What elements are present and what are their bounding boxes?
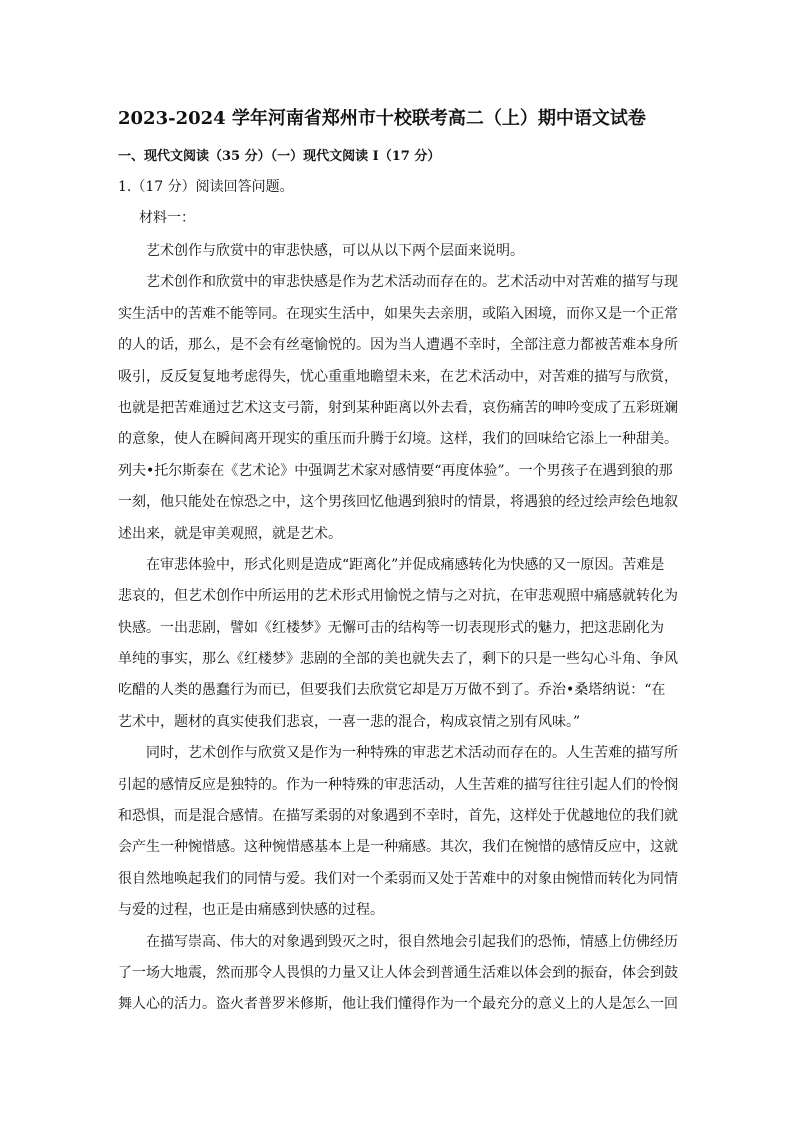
passage-body (118, 236, 680, 1021)
text-line: 在审悲体验中，形式化则是造成“距离化”并促成痛感转化为快感的又一原因。苦难是 (146, 556, 665, 573)
text-line: 与爱的过程，也正是由痛感到快感的过程。 (118, 902, 384, 919)
paragraph-5 (118, 927, 680, 1021)
text-line: 也就是把苦难通过艺术这支弓箭，射到某种距离以外去看，哀伤痛苦的呻吟变成了五彩斑斓 (118, 399, 678, 416)
text-line: 很自然地唤起我们的同情与爱。我们对一个柔弱而又处于苦难中的对象由惋惜而转化为同情 (118, 870, 678, 887)
material-label: 材料一： (139, 210, 195, 226)
text-line: 和恐惧，而是混合感情。在描写柔弱的对象遇到不幸时，首先，这样处于优越地位的我们就 (118, 808, 678, 825)
text-line: 列夫•托尔斯泰在《艺术论》中强调艺术家对感情要“再度体验”。一个男孩子在遇到狼的那 (118, 462, 673, 479)
paragraph-4 (118, 738, 680, 926)
paragraph-2 (118, 267, 680, 550)
text-line: 快感。一出悲剧，譬如《红楼梦》无懈可击的结构等一切表现形式的魅力，把这悲剧化为 (118, 619, 664, 636)
exam-title: 2023-2024 学年河南省郑州市十校联考高二（上）期中语文试卷 (118, 108, 646, 129)
text-line: 会产生一种惋惜感。这种惋惜感基本上是一种痛感。其次，我们在惋惜的感情反应中，这就 (118, 839, 678, 856)
text-line: 舞人心的活力。盗火者普罗米修斯，他让我们懂得作为一个最充分的意义上的人是怎么一回 (118, 996, 678, 1013)
text-line: 艺术创作和欣赏中的审悲快感是作为艺术活动而存在的。艺术活动中对苦难的描写与现 (146, 274, 678, 291)
text-line: 一刻，他只能处在惊恐之中，这个男孩回忆他遇到狼时的情景，将遇狼的经过绘声绘色地叙 (118, 494, 678, 511)
text-line: 的人的话，那么，是不会有丝毫愉悦的。因为当人遭遇不幸时，全部注意力都被苦难本身所 (118, 337, 678, 354)
text-line: 的意象，使人在瞬间离开现实的重压而升腾于幻境。这样，我们的回味给它添上一种甜美。 (118, 431, 678, 448)
text-line: 引起的感情反应是独特的。作为一种特殊的审悲活动，人生苦难的描写往往引起人们的怜悯 (118, 776, 678, 793)
text-line: 悲哀的，但艺术创作中所运用的艺术形式用愉悦之情与之对抗，在审悲观照中痛感就转化为 (118, 588, 678, 605)
text-line: 艺术中，题材的真实使我们悲哀，一喜一悲的混合，构成哀情之别有风味。” (118, 713, 581, 730)
text-line: 述出来，就是审美观照，就是艺术。 (118, 525, 342, 542)
section-heading: 一、现代文阅读（35 分）（一）现代文阅读 I（17 分） (118, 149, 441, 164)
text-line: 单纯的事实，那么《红楼梦》悲剧的全部的美也就失去了，剩下的只是一些勾心斗角、争风 (118, 651, 678, 668)
text-line: 同时，艺术创作与欣赏又是作为一种特殊的审悲艺术活动而存在的。人生苦难的描写所 (146, 745, 678, 762)
text-line: 吸引，反反复复地考虑得失，忧心重重地瞻望未来，在艺术活动中，对苦难的描写与欣赏， (118, 368, 678, 385)
text-line: 艺术创作与欣赏中的审悲快感，可以从以下两个层面来说明。 (146, 243, 524, 259)
question-prompt: 1.（17 分）阅读回答问题。 (118, 179, 294, 195)
text-line: 了一场大地震，然而那令人畏惧的力量又让人体会到普通生活难以体会到的振奋，体会到鼓 (118, 964, 678, 981)
paragraph-1 (118, 236, 680, 267)
paragraph-3 (118, 550, 680, 738)
text-line: 实生活中的苦难不能等同。在现实生活中，如果失去亲朋，或陷入困境，而你又是一个正常 (118, 305, 678, 322)
text-line: 在描写崇高、伟大的对象遇到毁灭之时，很自然地会引起我们的恐怖，情感上仿佛经历 (146, 933, 678, 950)
text-line: 吃醋的人类的愚蠢行为而已，但要我们去欣赏它却是万万做不到了。乔治•桑塔纳说：“在 (118, 682, 666, 699)
